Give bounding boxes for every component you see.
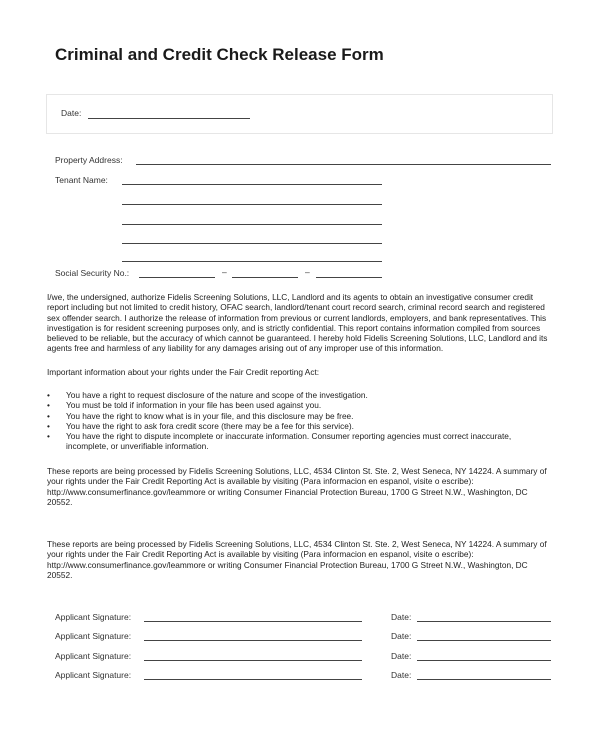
tenant-name-field-1[interactable] <box>122 184 382 185</box>
ssn-field-1[interactable] <box>139 277 215 278</box>
property-address-label: Property Address: <box>55 155 123 165</box>
rights-list <box>47 390 552 452</box>
tenant-name-field-3[interactable] <box>122 224 382 225</box>
ssn-field-2[interactable] <box>232 277 298 278</box>
rights-list-item: • You must be told if information in your file has been used against you. <box>47 400 322 411</box>
rights-list-item: • You have the right to know what is in your file, and this disclosure may be free. <box>47 410 354 421</box>
signature-date-field[interactable] <box>417 679 551 680</box>
tenant-name-field-5[interactable] <box>122 261 382 262</box>
rights-list-item: • You have a right to request disclosure of the nature and scope of the investigation. <box>47 390 368 400</box>
processing-notice-1: These reports are being processed by Fidelis Screening Solutions, LLC, 4534 Clinton St. Ste. 2, West Seneca, NY 14224. A summary of your rights under the Fair Credit Reporting Act is available by visiting (Para informacion en espanol, visite o escribe): http://www.consumerfinance.gov/leammore or writing Consumer Financial Protection Bureau, 1700 G Street N.W., Washington, DC 20552. <box>47 466 547 507</box>
tenant-name-field-4[interactable] <box>122 243 382 244</box>
applicant-signature-field[interactable] <box>144 679 362 680</box>
tenant-name-field-2[interactable] <box>122 204 382 205</box>
signature-date-label: Date: <box>391 651 412 661</box>
rights-list-item: • You have the right to ask fora credit score (there may be a fee for this service). <box>47 420 354 431</box>
rights-list-item: • You have the right to dispute incomplete or inaccurate information. Consumer reporting agencies must correct inaccurate, incomplete, or unverifiable information. <box>47 431 512 452</box>
applicant-signature-field[interactable] <box>144 640 362 641</box>
signature-date-label: Date: <box>391 670 412 680</box>
applicant-signature-label: Applicant Signature: <box>55 631 132 641</box>
ssn-separator: – <box>305 267 310 277</box>
ssn-field-3[interactable] <box>316 277 382 278</box>
applicant-signature-label: Applicant Signature: <box>55 670 132 680</box>
applicant-signature-field[interactable] <box>144 660 362 661</box>
signature-date-label: Date: <box>391 612 412 622</box>
signature-date-field[interactable] <box>417 621 551 622</box>
applicant-signature-label: Applicant Signature: <box>55 651 132 661</box>
date-field[interactable] <box>88 118 250 119</box>
applicant-signature-field[interactable] <box>144 621 362 622</box>
form-title: Criminal and Credit Check Release Form <box>55 45 384 64</box>
applicant-signature-label: Applicant Signature: <box>55 612 132 622</box>
ssn-label: Social Security No.: <box>55 268 130 278</box>
property-address-field[interactable] <box>136 164 551 165</box>
processing-notice-2: These reports are being processed by Fidelis Screening Solutions, LLC, 4534 Clinton St. Ste. 2, West Seneca, NY 14224. A summary of your rights under the Fair Credit Reporting Act is available by visiting (Para informacion en espanol, visite o escribe): http://www.consumerfinance.gov/leammore or writing Consumer Financial Protection Bureau, 1700 G Street N.W., Washington, DC 20552. <box>47 539 547 580</box>
signature-date-field[interactable] <box>417 640 551 641</box>
date-box <box>46 94 553 134</box>
authorization-paragraph: I/we, the undersigned, authorize Fidelis Screening Solutions, LLC, Landlord and its agents to obtain an investigative consumer credit report including but not limited to credit history, OFAC search, landlord/tenant court record search, criminal record search and registered sex offender search. I authorize the release of information from previous or current landlords, employers, and bank representatives. This investigation is for resident screening purposes only, and is strictly confidential. This report contains information compiled from sources believed to be reliable, but the accuracy of which cannot be guaranteed. I hereby hold Fidelis Screening Solutions, LLC, Landlord and its agents free and harmless of any liability for any damages arising out of any improper use of this information. <box>47 292 548 354</box>
date-label: Date: <box>61 108 82 118</box>
tenant-name-label: Tenant Name: <box>55 175 108 185</box>
ssn-separator: – <box>222 267 227 277</box>
signature-date-label: Date: <box>391 631 412 641</box>
rights-heading: Important information about your rights under the Fair Credit reporting Act: <box>47 367 320 377</box>
signature-date-field[interactable] <box>417 660 551 661</box>
